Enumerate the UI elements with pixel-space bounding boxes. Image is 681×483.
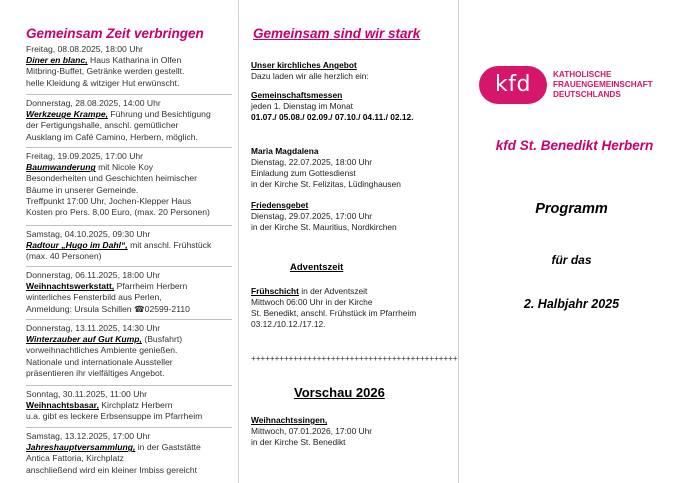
event-detail-line: anschließend wird ein kleiner Imbiss gereicht (26, 464, 197, 475)
event-location: mit Nicole Koy (95, 162, 154, 173)
messen-title: Gemeinschaftsmessen (251, 90, 343, 100)
event-separator (26, 427, 232, 428)
frueh-line-1: Mittwoch 06:00 Uhr in der Kirche (251, 297, 373, 307)
event-location: Führung und Besichtigung (108, 109, 211, 120)
event-title: Diner en blanc, (26, 55, 88, 66)
event-separator (26, 225, 232, 226)
singen-block (251, 415, 456, 448)
advent-title: Adventszeit (290, 262, 344, 273)
event-separator (26, 266, 232, 267)
event-detail-line: Treffpunkt 17:00 Uhr, Jochen-Klepper Haus (26, 195, 192, 206)
event-item (26, 389, 232, 423)
event-location: Haus Katharina in Olfen (87, 55, 182, 66)
event-detail-line: Mitbring-Buffet, Getränke werden gestellt. (26, 66, 185, 77)
kfd-logo (479, 66, 547, 104)
frueh-title: Frühschicht (251, 286, 299, 296)
parish-title: kfd St. Benedikt Herbern (495, 138, 654, 153)
event-detail-line: der Fertigungshalle, anschl. gemütlicher (26, 120, 179, 131)
event-item (26, 323, 232, 379)
event-detail-line: Bäume in unserer Gemeinde. (26, 184, 139, 195)
event-title: Jahreshauptversammlung, (26, 442, 136, 453)
event-location: mit anschl. Frühstück (127, 240, 212, 251)
fold-line-2 (458, 0, 459, 483)
maria-line-1: Dienstag, 22.07.2025, 18:00 Uhr (251, 157, 373, 167)
event-detail-line: präsentieren ihr vielfältiges Angebot. (26, 367, 165, 378)
event-detail-line: helle Kleidung & witziger Hut erwünscht. (26, 77, 180, 88)
event-item (26, 229, 232, 263)
event-title: Werkzeuge Krampe, (26, 109, 108, 120)
event-item (26, 431, 232, 476)
event-detail-line: u.a. gibt es leckere Erbsensuppe im Pfarrheim (26, 411, 203, 422)
frueh-line-2: St. Benedikt, anschl. Frühstück im Pfarrheim (251, 308, 417, 318)
event-item (26, 151, 232, 218)
event-date: Samstag, 04.10.2025, 09:30 Uhr (26, 229, 151, 239)
event-date: Freitag, 19.09.2025, 17:00 Uhr (26, 151, 144, 161)
event-separator (26, 319, 232, 320)
angebot-text: Dazu laden wir alle herzlich ein: (251, 71, 369, 81)
middle-heading: Gemeinsam sind wir stark (253, 26, 421, 41)
singen-line-1: Mittwoch, 07.01.2026, 17:00 Uhr (251, 426, 373, 436)
org-line-3: DEUTSCHLANDS (553, 90, 621, 99)
plus-divider: ++++++++++++++++++++++++++++++++++++++++++++ (251, 353, 458, 363)
event-date: Samstag, 13.12.2025, 17:00 Uhr (26, 431, 151, 441)
event-date: Freitag, 08.08.2025, 18:00 Uhr (26, 44, 144, 54)
event-title: Weihnachtsbasar, (26, 400, 99, 411)
maria-title: Maria Magdalena (251, 146, 319, 156)
program-halbjahr: 2. Halbjahr 2025 (523, 297, 620, 311)
event-location: in der Gaststätte (135, 442, 201, 453)
frieden-title: Friedensgebet (251, 200, 309, 210)
program-fuer: für das (551, 253, 592, 267)
singen-title: Weihnachtssingen, (251, 415, 328, 425)
messen-text: jeden 1. Dienstag im Monat (251, 101, 353, 111)
event-detail-line: Kosten pro Pers. 8,00 Euro, (max. 20 Personen) (26, 207, 210, 218)
event-item (26, 98, 232, 143)
vorschau-heading: Vorschau 2026 (294, 385, 385, 400)
angebot-title: Unser kirchliches Angebot (251, 60, 357, 70)
event-title: Weihnachtswerkstatt, (26, 281, 115, 292)
org-line-2: FRAUENGEMEINSCHAFT (553, 80, 653, 89)
frieden-block (251, 200, 456, 233)
frieden-line-1: Dienstag, 29.07.2025, 17:00 Uhr (251, 211, 373, 221)
messen-dates: 01.07./ 05.08./ 02.09./ 07.10./ 04.11./ 02.12. (251, 112, 414, 122)
event-detail-line: Antica Fattoria, Kirchplatz (26, 453, 124, 464)
angebot-block (251, 60, 456, 82)
program-title: Programm (535, 201, 608, 217)
event-date: Donnerstag, 13.11.2025, 14:30 Uhr (26, 323, 161, 333)
right-column (462, 0, 681, 483)
frueh-line-3: 03.12./10.12./17.12. (251, 319, 326, 329)
frieden-line-2: in der Kirche St. Mauritius, Nordkirchen (251, 222, 397, 232)
org-line-1: KATHOLISCHE (553, 70, 612, 79)
event-detail-line: Anmeldung: Ursula Schillen ☎02599-2110 (26, 303, 190, 314)
maria-block (251, 146, 456, 190)
maria-line-2: Einladung zum Gottesdienst (251, 168, 356, 178)
kfd-logo-text: kfd (495, 72, 531, 97)
event-date: Donnerstag, 28.08.2025, 14:00 Uhr (26, 98, 161, 108)
event-title: Baumwanderung (26, 162, 96, 173)
event-title: Radtour „Hugo im Dahl“, (26, 240, 128, 251)
left-heading: Gemeinsam Zeit verbringen (26, 26, 204, 41)
event-date: Sonntag, 30.11.2025, 11:00 Uhr (26, 389, 148, 399)
singen-line-2: in der Kirche St. Benedikt (251, 437, 346, 447)
event-detail-line: vorweihnachtliches Ambiente genießen. (26, 345, 178, 356)
event-detail-line: Nationale und internationale Aussteller (26, 356, 173, 367)
middle-column (244, 0, 456, 483)
maria-line-3: in der Kirche St. Felizitas, Lüdinghausen (251, 179, 401, 189)
event-item (26, 44, 232, 89)
event-title: Winterzauber auf Gut Kump, (26, 334, 142, 345)
event-detail-line: Ausklang im Café Camino, Herbern, möglich. (26, 131, 198, 142)
event-detail-line: (max. 40 Personen) (26, 251, 102, 262)
org-name (553, 70, 653, 100)
event-separator (26, 385, 232, 386)
event-location: (Busfahrt) (141, 334, 183, 345)
event-detail-line: winterliches Fensterbild aus Perlen, (26, 292, 162, 303)
frueh-rest: in der Adventszeit (298, 286, 368, 296)
event-separator (26, 147, 232, 148)
event-item (26, 270, 232, 315)
messen-block (251, 90, 456, 123)
event-location: Pfarrheim Herbern (114, 281, 188, 292)
event-location: Kirchplatz Herbern (98, 400, 173, 411)
left-column (0, 0, 232, 483)
frueh-block (251, 286, 456, 330)
event-date: Donnerstag, 06.11.2025, 18:00 Uhr (26, 270, 161, 280)
event-separator (26, 94, 232, 95)
event-detail-line: Besonderheiten und Geschichten heimischer (26, 173, 198, 184)
fold-line-1 (238, 0, 239, 483)
